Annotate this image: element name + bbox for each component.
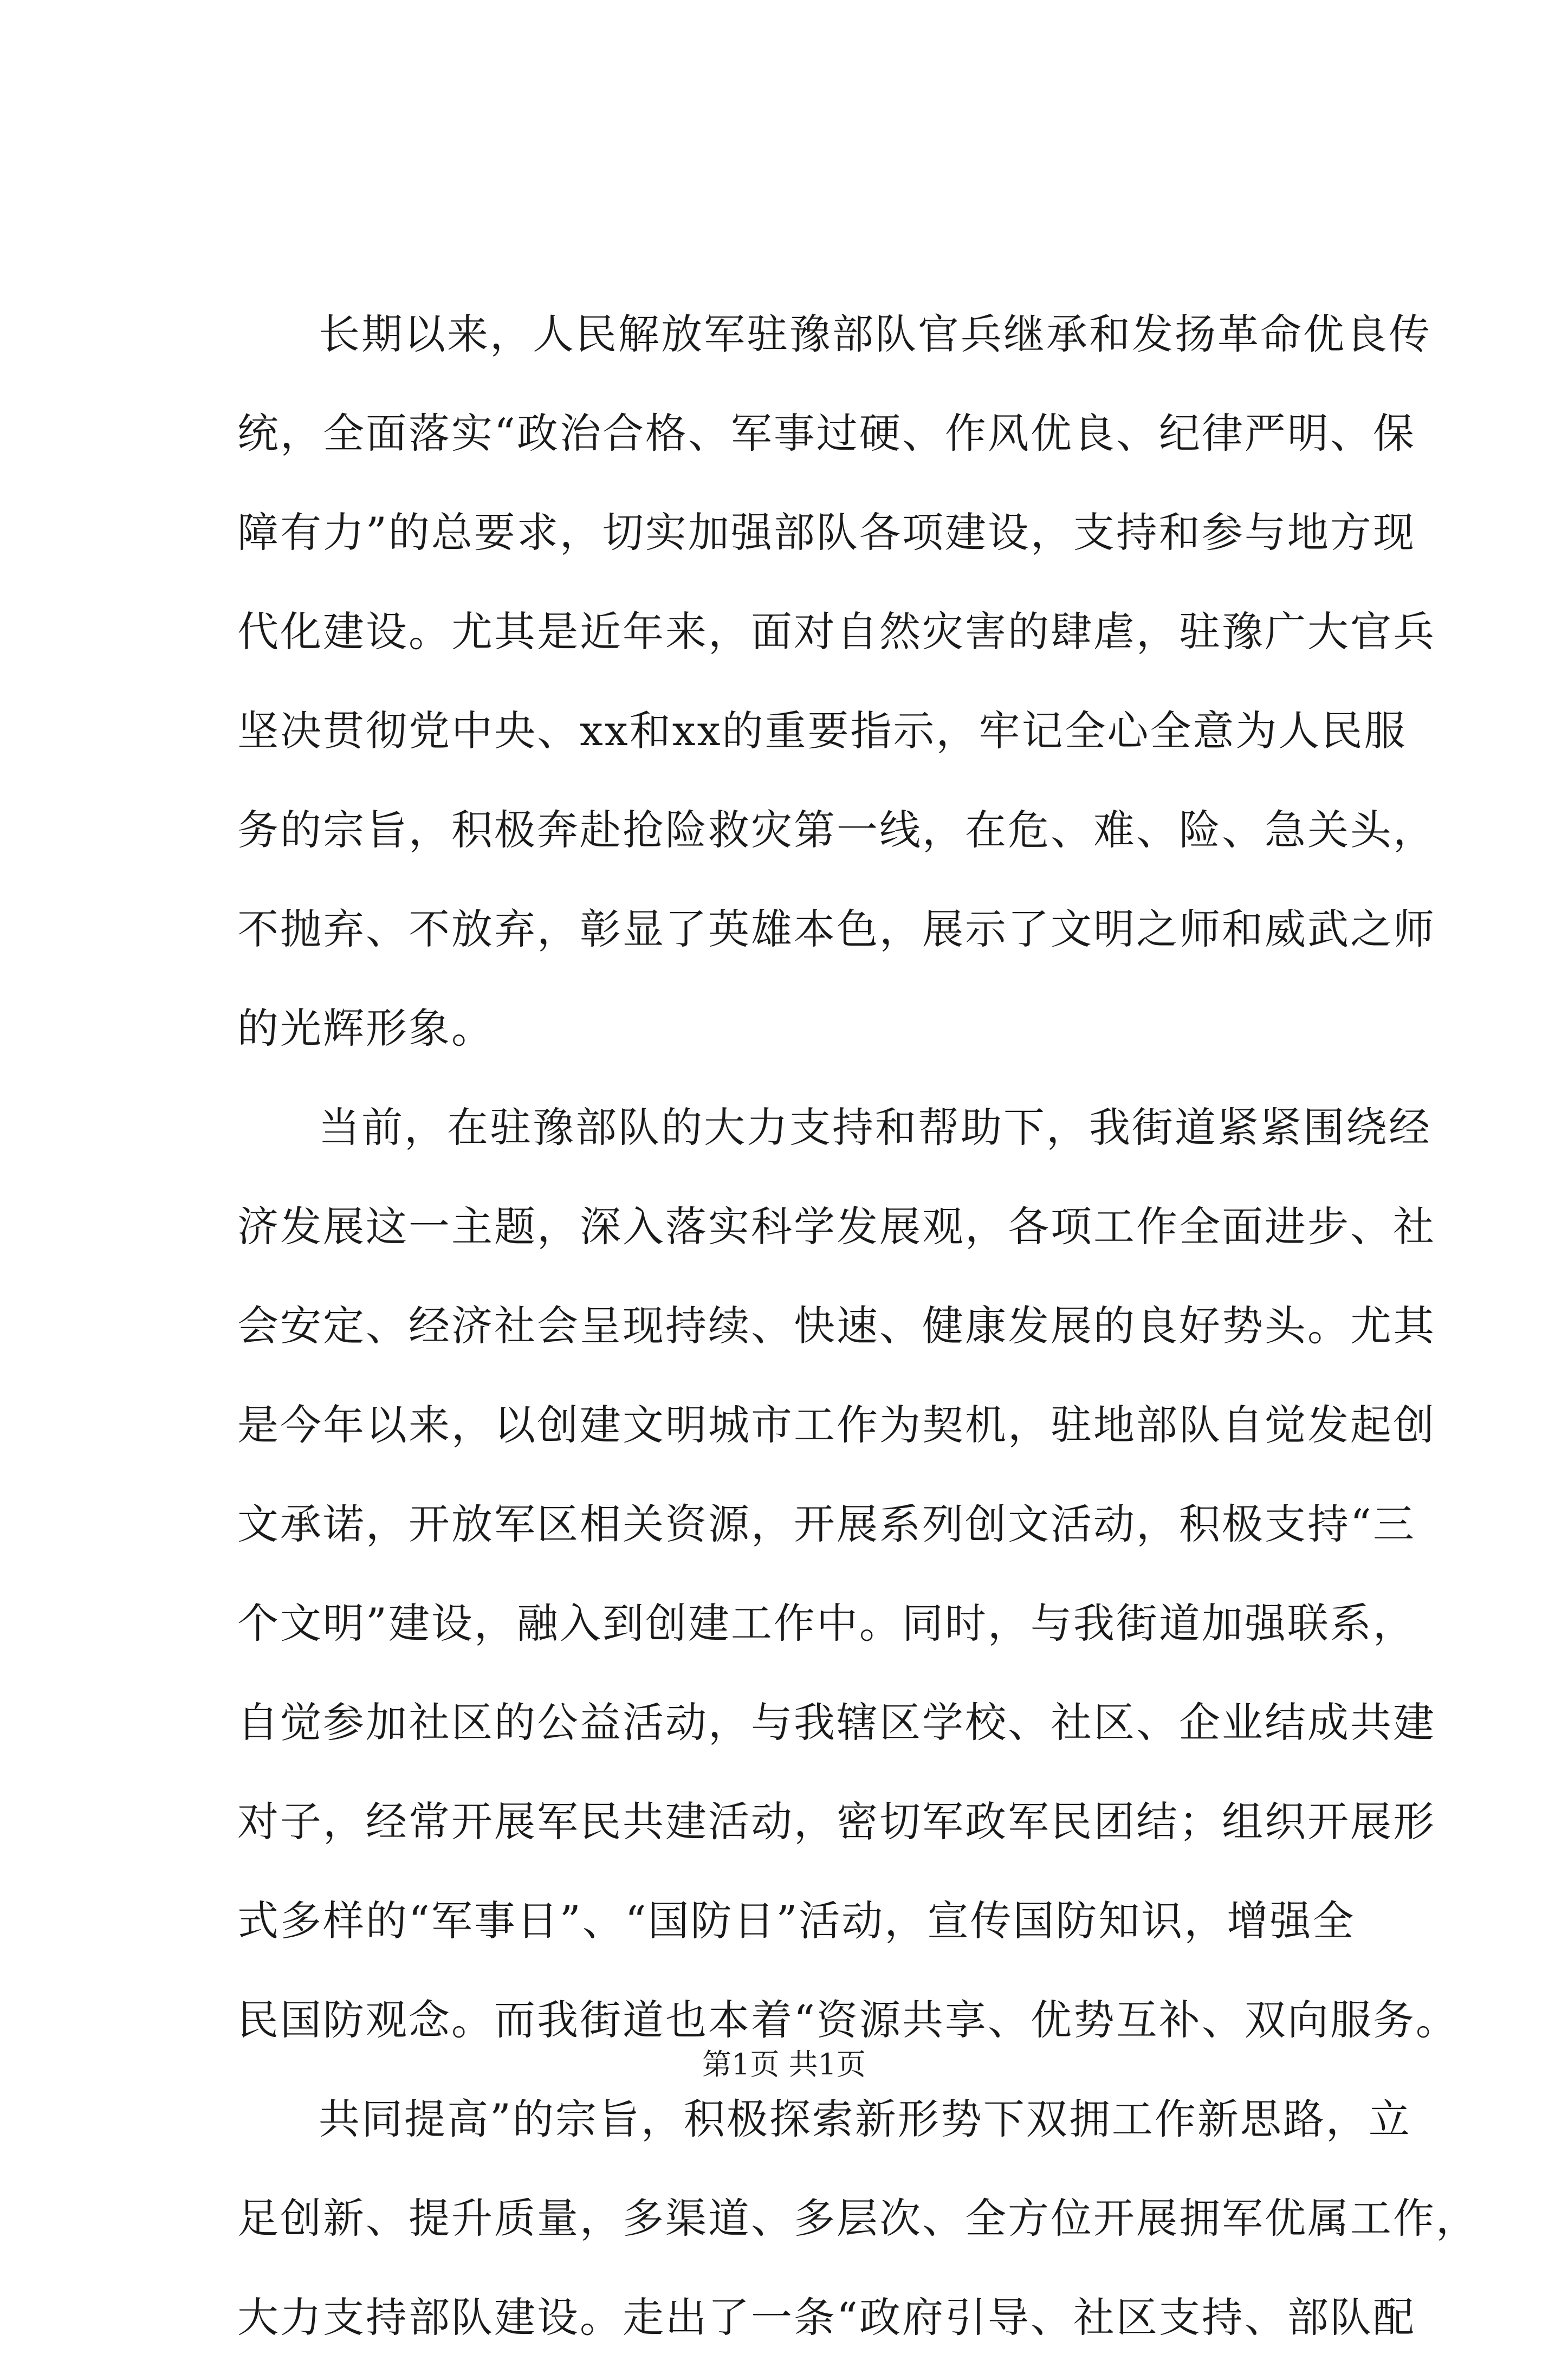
text-line: 足创新、提升质量，多渠道、多层次、全方位开展拥军优属工作， xyxy=(237,2194,1479,2242)
text-line: 个文明”建设，融入到创建工作中。同时，与我街道加强联系， xyxy=(237,1599,1416,1647)
text-line: 共同提高”的宗旨，积极探索新形势下双拥工作新思路，立 xyxy=(319,2095,1411,2143)
text-line: 民国防观念。而我街道也本着“资源共享、优势互补、双向服务。 xyxy=(237,1996,1459,2044)
text-line: 务的宗旨，积极奔赴抢险救灾第一线，在危、难、险、急关头， xyxy=(237,806,1436,854)
page-number-label: 第1页 共1页 xyxy=(702,2047,866,2081)
paragraph-1 xyxy=(237,284,1436,1078)
paragraph-3 xyxy=(237,2069,1479,2367)
paragraph-2 xyxy=(237,1078,1459,2069)
text-line: 代化建设。尤其是近年来，面对自然灾害的肆虐，驻豫广大官兵 xyxy=(237,607,1436,656)
text-line: 不抛弃、不放弃，彰显了英雄本色，展示了文明之师和威武之师 xyxy=(237,905,1436,953)
text-line: 长期以来，人民解放军驻豫部队官兵继承和发扬革命优良传 xyxy=(319,310,1431,358)
text-line: 对子，经常开展军民共建活动，密切军政军民团结；组织开展形 xyxy=(237,1797,1436,1846)
text-line: 式多样的“军事日”、“国防日”活动，宣传国防知识，增强全 xyxy=(237,1897,1356,1945)
text-line: 是今年以来，以创建文明城市工作为契机，驻地部队自觉发起创 xyxy=(237,1401,1436,1449)
text-line: 的光辉形象。 xyxy=(237,1004,494,1052)
page-footer xyxy=(0,2046,1568,2084)
text-line: 统，全面落实“政治合格、军事过硬、作风优良、纪律严明、保 xyxy=(237,409,1416,457)
text-line: 大力支持部队建设。走出了一条“政府引导、社区支持、部队配 xyxy=(237,2293,1416,2342)
text-line: 济发展这一主题，深入落实科学发展观，各项工作全面进步、社 xyxy=(237,1202,1436,1251)
text-line: 自觉参加社区的公益活动，与我辖区学校、社区、企业结成共建 xyxy=(237,1698,1436,1747)
text-line: 文承诺，开放军区相关资源，开展系列创文活动，积极支持“三 xyxy=(237,1500,1416,1548)
text-line: 障有力”的总要求，切实加强部队各项建设，支持和参与地方现 xyxy=(237,508,1416,557)
text-line: 坚决贯彻党中央、xx和xx的重要指示，牢记全心全意为人民服 xyxy=(237,707,1407,755)
text-line: 会安定、经济社会呈现持续、快速、健康发展的良好势头。尤其 xyxy=(237,1302,1436,1350)
text-line: 当前，在驻豫部队的大力支持和帮助下，我街道紧紧围绕经 xyxy=(319,1103,1431,1152)
